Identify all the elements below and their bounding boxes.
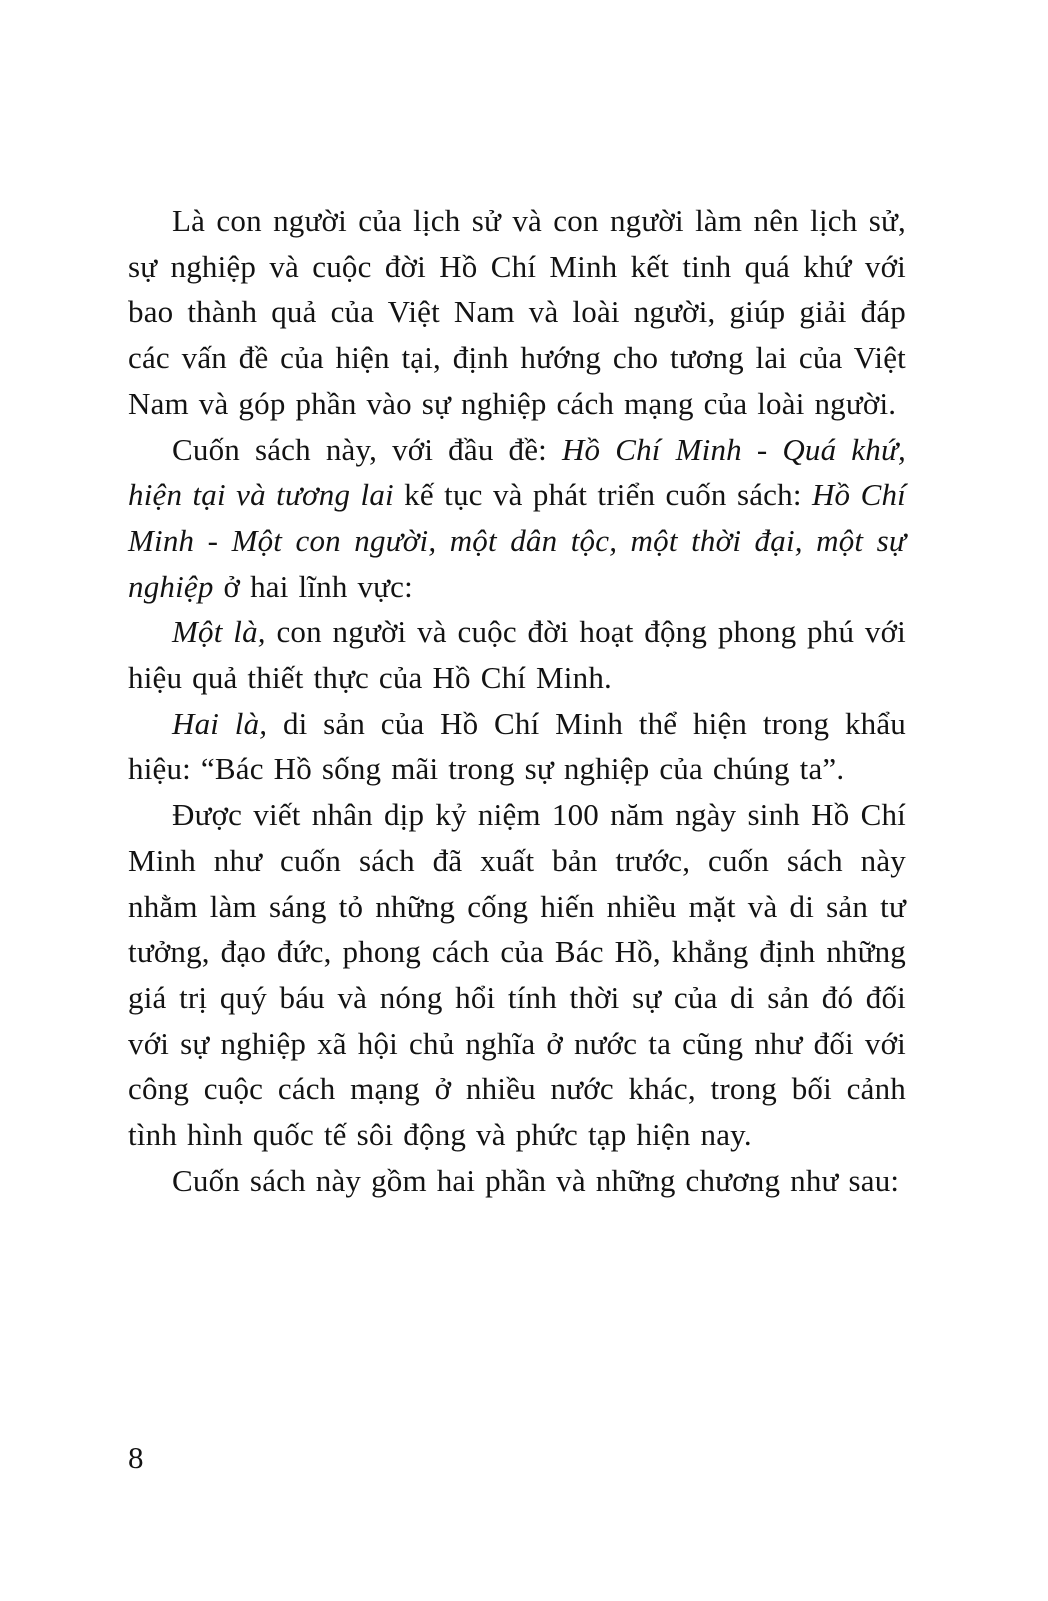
paragraph xyxy=(128,609,906,700)
text-run: kế tục và phát triển cuốn sách: xyxy=(393,477,812,513)
paragraph xyxy=(128,1158,906,1204)
text-run: con người và cuộc đời hoạt động phong phú với hiệu quả thiết thực của Hồ Chí Minh. xyxy=(128,614,906,696)
paragraph xyxy=(128,701,906,792)
text-run: Được viết nhân dịp kỷ niệm 100 năm ngày sinh Hồ Chí Minh như cuốn sách đã xuất bản trước, cuốn sách này nhằm làm sáng tỏ những cống hiến nhiều mặt và di sản tư tưởng, đạo đức, phong cách của Bác Hồ, khẳng định những giá trị quý báu và nóng hổi tính thời sự của di sản đó đối với sự nghiệp xã hội chủ nghĩa ở nước ta cũng như đối với công cuộc cách mạng ở nhiều nước khác, trong bối cảnh tình hình quốc tế sôi động và phức tạp hiện nay. xyxy=(128,797,906,1153)
italic-text-run: Hai là, xyxy=(172,705,268,741)
text-run: Là con người của lịch sử và con người làm nên lịch sử, sự nghiệp và cuộc đời Hồ Chí Minh kết tinh quá khứ với bao thành quả của Việt Nam và loài người, giúp giải đáp các vấn đề của hiện tại, định hướng cho tương lai của Việt Nam và góp phần vào sự nghiệp cách mạng của loài người. xyxy=(128,203,906,421)
italic-text-run: Hồ Chí Minh - Quá khứ, hiện tại và tương lai xyxy=(128,431,907,513)
text-run: Cuốn sách này gồm hai phần và những chương như sau: xyxy=(172,1162,900,1198)
italic-text-run: Một là, xyxy=(172,614,266,650)
paragraph xyxy=(128,198,906,427)
paragraph xyxy=(128,792,906,1158)
page-body-text xyxy=(128,198,906,1203)
text-run: Cuốn sách này, với đầu đề: xyxy=(172,431,562,467)
italic-text-run: Hồ Chí Minh - Một con người, một dân tộc, một thời đại, một sự nghiệp xyxy=(128,477,906,604)
paragraph xyxy=(128,427,906,610)
text-run: ở hai lĩnh vực: xyxy=(213,568,413,604)
page-number: 8 xyxy=(128,1440,144,1475)
text-run: di sản của Hồ Chí Minh thể hiện trong khẩu hiệu: “Bác Hồ sống mãi trong sự nghiệp của chúng ta”. xyxy=(128,705,906,787)
